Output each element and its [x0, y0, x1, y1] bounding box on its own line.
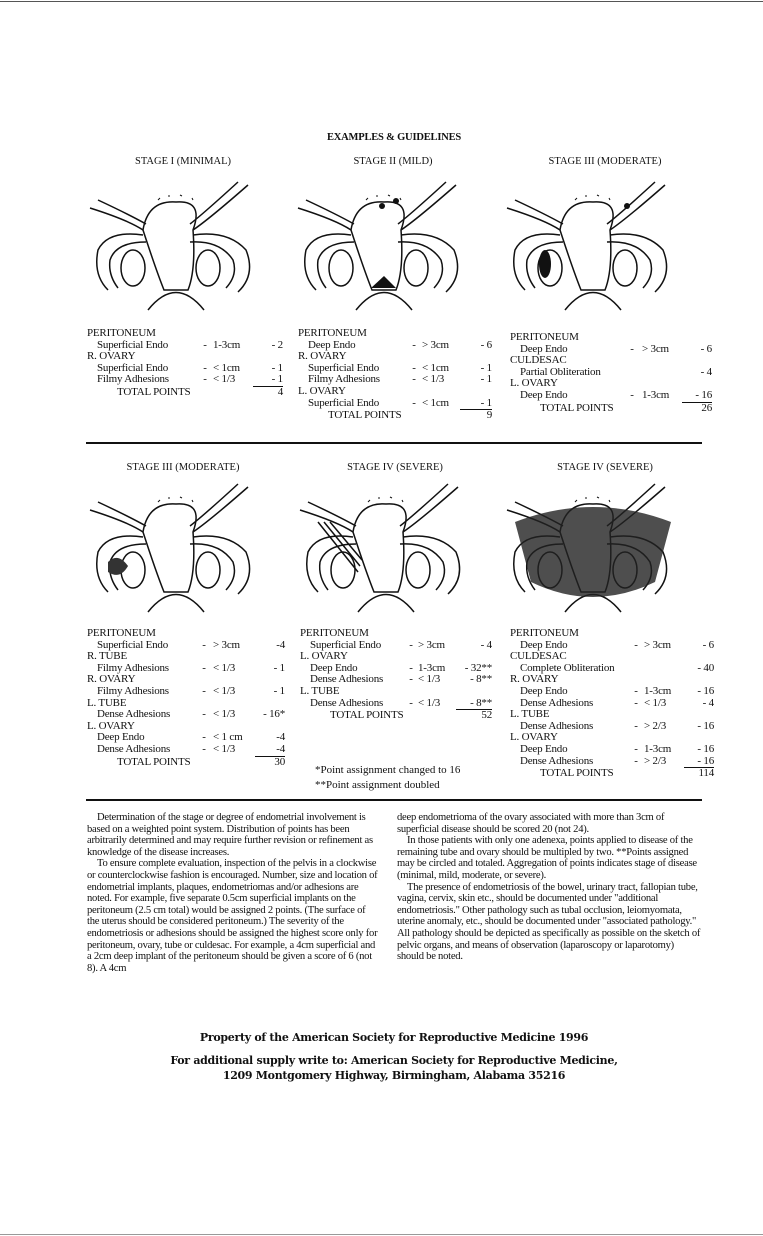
cell-pts: - 6 [480, 338, 492, 351]
score-table [300, 628, 492, 722]
cell-pts: - 4 [480, 638, 492, 651]
footnote: **Point assignment doubled [315, 779, 440, 791]
cell-name: PERITONEUM [510, 627, 579, 639]
score-table [298, 328, 492, 422]
cell-name: R. OVARY [87, 350, 136, 363]
cell-dash: - [634, 742, 638, 755]
page-heading: EXAMPLES & GUIDELINES [326, 132, 462, 143]
score-table [510, 332, 712, 414]
score-row [87, 709, 285, 721]
cell-pts: - 8** [456, 698, 492, 711]
cell-pts: - 16* [263, 708, 285, 721]
stage-title: STAGE III (MODERATE) [548, 156, 662, 167]
cell-name: TOTAL POINTS [117, 755, 191, 768]
cell-name: Dense Adhesions [97, 742, 171, 755]
cell-size: < 1cm [422, 361, 449, 374]
cell-pts: - 16 [697, 719, 714, 732]
cell-pts: - 1 [460, 398, 492, 411]
organ-header [510, 628, 714, 640]
supply-address: For additional supply write to: American Society for Reproductive Medicine, [170, 1054, 618, 1067]
paragraph: Determination of the stage or degree of endometrial involvement is based on a weighted point system. Distribution of points has been arbitrarily determined and may require further revision or refinement as knowledge of the disease increases. [87, 812, 373, 858]
pelvic-diagram [88, 180, 263, 315]
cell-pts: - 16 [697, 742, 714, 755]
cell-name: Filmy Adhesions [97, 684, 169, 697]
cell-name: PERITONEUM [87, 327, 156, 339]
cell-name: TOTAL POINTS [330, 709, 404, 722]
cell-name: Dense Adhesions [310, 696, 384, 709]
cell-name: Superficial Endo [308, 396, 380, 409]
cell-name: L. OVARY [510, 731, 558, 744]
cell-name: Deep Endo [310, 661, 358, 674]
stage-title: STAGE III (MODERATE) [126, 462, 240, 473]
cell-name: Deep Endo [520, 342, 568, 355]
cell-pts: - 6 [702, 638, 714, 651]
score-row [87, 686, 285, 698]
total-row [298, 410, 492, 422]
score-row [510, 686, 714, 698]
cell-name: CULDESAC [510, 354, 567, 367]
footnote: *Point assignment changed to 16 [315, 764, 461, 776]
cell-size: 1-3cm [644, 684, 672, 697]
pelvic-diagram [88, 482, 263, 617]
pelvic-diagram [296, 180, 471, 315]
cell-name: Dense Adhesions [520, 719, 594, 732]
paragraph: deep endometrioma of the ovary associated with more than 3cm of superficial disease should be scored 20 (not 24). [397, 812, 665, 835]
cell-name: R. OVARY [87, 673, 136, 686]
stage-title: STAGE II (MILD) [353, 156, 433, 167]
cell-size: 1-3cm [642, 388, 670, 401]
cell-name: Dense Adhesions [520, 754, 594, 767]
cell-name: Deep Endo [520, 684, 568, 697]
cell-dash: - [412, 361, 416, 374]
cell-name: PERITONEUM [510, 331, 579, 343]
cell-name: PERITONEUM [87, 627, 156, 639]
cell-name: Superficial Endo [310, 638, 382, 651]
cell-pts: - 6 [700, 342, 712, 355]
cell-dash: - [630, 388, 634, 401]
cell-name: Superficial Endo [97, 638, 169, 651]
top-border [0, 1, 763, 2]
cell-name: L. TUBE [87, 696, 127, 709]
cell-name: R. OVARY [298, 350, 347, 363]
stage-title: STAGE IV (SEVERE) [557, 462, 653, 473]
cell-name: Filmy Adhesions [97, 661, 169, 674]
cell-pts: - 2 [271, 338, 283, 351]
cell-name: R. OVARY [510, 673, 559, 686]
score-table [510, 628, 714, 780]
cell-dash: - [202, 742, 206, 755]
cell-name: L. OVARY [300, 650, 348, 663]
cell-pts: 114 [698, 767, 714, 780]
cell-size: > 3cm [642, 342, 669, 355]
cell-size: < 1/3 [213, 661, 236, 674]
cell-pts: -4 [276, 731, 285, 744]
cell-dash: - [409, 696, 413, 709]
cell-pts: - 32** [464, 661, 492, 674]
cell-size: < 1/3 [213, 373, 236, 386]
paragraph: In those patients with only one adenexa, points applied to disease of the remaining tube and ovary should be multipled by two. **Points assigned may be circled and totaled. Aggregation of points indicates stage of disease (minimal, mild, moderate, or severe). [397, 835, 697, 881]
stage-title: STAGE IV (SEVERE) [347, 462, 443, 473]
score-row [510, 390, 712, 403]
total-row [87, 757, 285, 769]
cell-dash: - [634, 754, 638, 767]
cell-name: Dense Adhesions [520, 696, 594, 709]
total-row [510, 403, 712, 415]
cell-pts: 52 [481, 709, 492, 722]
cell-pts: - 1 [480, 373, 492, 386]
cell-size: > 3cm [422, 338, 449, 351]
pelvic-diagram [298, 482, 473, 617]
cell-name: Complete Obliteration [520, 661, 615, 674]
cell-dash: - [409, 673, 413, 686]
cell-name: Filmy Adhesions [308, 373, 380, 386]
cell-name: L. OVARY [298, 384, 346, 397]
total-row [87, 387, 283, 399]
cell-size: < 1 cm [213, 731, 243, 744]
cell-pts: 30 [274, 755, 285, 768]
cell-name: Deep Endo [520, 388, 568, 401]
cell-dash: - [630, 342, 634, 355]
cell-name: Deep Endo [520, 742, 568, 755]
cell-name: TOTAL POINTS [117, 385, 191, 398]
cell-pts: - 1 [273, 684, 285, 697]
cell-pts: -4 [255, 744, 285, 757]
organ-header [87, 328, 283, 340]
cell-size: < 1/3 [644, 696, 667, 709]
score-table [87, 628, 285, 768]
cell-size: > 3cm [418, 638, 445, 651]
cell-pts: - 16 [684, 756, 714, 769]
organ-header [300, 628, 492, 640]
paragraph: The presence of endometriosis of the bowel, urinary tract, fallopian tube, vagina, cervix, skin etc., should be documented under "additional endometriosis." Other pathology such as tubal occlusion, leiomyomata, uterine anomaly, etc., should be documented under "associated pathology." All pathology should be depicted as specifically as possible on the sketch of pelvic organs, and means of observation (laparoscopy or laparotomy) should be noted. [397, 881, 701, 963]
cell-size: > 3cm [644, 638, 671, 651]
stage-title: STAGE I (MINIMAL) [135, 156, 231, 167]
organ-header [298, 386, 492, 398]
cell-dash: - [409, 638, 413, 651]
cell-dash: - [202, 684, 206, 697]
cell-dash: - [202, 638, 206, 651]
total-row [300, 710, 492, 722]
cell-name: Superficial Endo [97, 338, 169, 351]
cell-pts: - 1 [253, 374, 283, 387]
cell-pts: - 1 [480, 361, 492, 374]
organ-header [300, 686, 492, 698]
paragraph: To ensure complete evaluation, inspection of the pelvis in a clockwise or counterclockwise fashion is encouraged. Number, size and location of endometrial implants, plaques, endometriomas and/or adhesions are noted. For example, five separate 0.5cm superficial implants on the peritoneum (2.5 cm total) would be assigned 2 points. (The surface of the uterus should be considered peritoneum.) The severity of the endometriosis or adhesions should be assigned the highest score only for peritoneum, ovary, tube or culdesac. For example, a 4cm superficial and a 2cm deep implant of the peritoneum should be given a score of 6 (not 8). A 4cm [87, 858, 378, 974]
cell-dash: - [634, 684, 638, 697]
pelvic-diagram [505, 180, 680, 315]
cell-pts: 9 [486, 409, 492, 422]
cell-dash: - [202, 708, 206, 721]
cell-size: > 2/3 [644, 719, 667, 732]
cell-pts: - 4 [700, 365, 712, 378]
cell-size: < 1/3 [213, 742, 236, 755]
cell-name: TOTAL POINTS [540, 767, 614, 780]
cell-name: Dense Adhesions [310, 673, 384, 686]
cell-size: < 1/3 [213, 684, 236, 697]
guidelines-right-column [397, 812, 703, 963]
cell-name: Deep Endo [520, 638, 568, 651]
organ-header [87, 628, 285, 640]
cell-size: 1-3cm [213, 338, 241, 351]
cell-dash: - [202, 731, 206, 744]
cell-dash: - [634, 719, 638, 732]
cell-size: > 3cm [213, 638, 240, 651]
cell-pts: - 8** [470, 673, 492, 686]
cell-dash: - [203, 361, 207, 374]
cell-name: L. TUBE [300, 684, 340, 697]
cell-dash: - [202, 661, 206, 674]
cell-dash: - [412, 396, 416, 409]
cell-pts: -4 [276, 638, 285, 651]
cell-size: < 1cm [213, 361, 240, 374]
score-table [87, 328, 283, 399]
cell-name: TOTAL POINTS [540, 401, 614, 414]
cell-name: Deep Endo [308, 338, 356, 351]
organ-header [510, 709, 714, 721]
cell-size: < 1/3 [418, 696, 441, 709]
cell-size: < 1/3 [422, 373, 445, 386]
property-notice: Property of the American Society for Reproductive Medicine 1996 [199, 1031, 589, 1044]
cell-name: Deep Endo [97, 731, 145, 744]
cell-size: < 1/3 [213, 708, 236, 721]
cell-size: > 2/3 [644, 754, 667, 767]
cell-name: L. OVARY [510, 377, 558, 390]
cell-dash: - [634, 696, 638, 709]
cell-name: Superficial Endo [97, 361, 169, 374]
cell-dash: - [409, 661, 413, 674]
cell-pts: - 1 [271, 361, 283, 374]
supply-address: 1209 Montgomery Highway, Birmingham, Alabama 35216 [222, 1069, 566, 1082]
organ-header [298, 328, 492, 340]
guidelines-left-column [87, 812, 379, 974]
cell-name: Partial Obliteration [520, 365, 601, 378]
divider [86, 799, 702, 801]
organ-header [510, 332, 712, 344]
pelvic-diagram [505, 482, 680, 617]
score-row [87, 744, 285, 757]
total-row [510, 768, 714, 780]
cell-name: Filmy Adhesions [97, 373, 169, 386]
cell-name: CULDESAC [510, 650, 567, 663]
cell-size: < 1/3 [418, 673, 441, 686]
cell-pts: 4 [277, 385, 283, 398]
cell-dash: - [634, 638, 638, 651]
cell-pts: - 16 [682, 390, 712, 403]
cell-size: 1-3cm [418, 661, 446, 674]
cell-pts: 26 [701, 401, 712, 414]
cell-name: L. TUBE [510, 708, 550, 721]
bottom-border [0, 1234, 763, 1235]
cell-name: PERITONEUM [298, 327, 367, 339]
cell-size: < 1cm [422, 396, 449, 409]
cell-pts: - 40 [697, 661, 714, 674]
cell-dash: - [203, 373, 207, 386]
cell-name: PERITONEUM [300, 627, 369, 639]
divider [86, 442, 702, 444]
cell-pts: - 4 [702, 696, 714, 709]
cell-size: 1-3cm [644, 742, 672, 755]
cell-pts: - 1 [273, 661, 285, 674]
cell-dash: - [412, 338, 416, 351]
cell-name: R. TUBE [87, 650, 127, 663]
cell-name: TOTAL POINTS [328, 409, 402, 422]
cell-name: Superficial Endo [308, 361, 380, 374]
cell-name: Dense Adhesions [97, 708, 171, 721]
cell-name: L. OVARY [87, 719, 135, 732]
cell-pts: - 16 [697, 684, 714, 697]
score-row [510, 744, 714, 756]
cell-dash: - [412, 373, 416, 386]
cell-dash: - [203, 338, 207, 351]
